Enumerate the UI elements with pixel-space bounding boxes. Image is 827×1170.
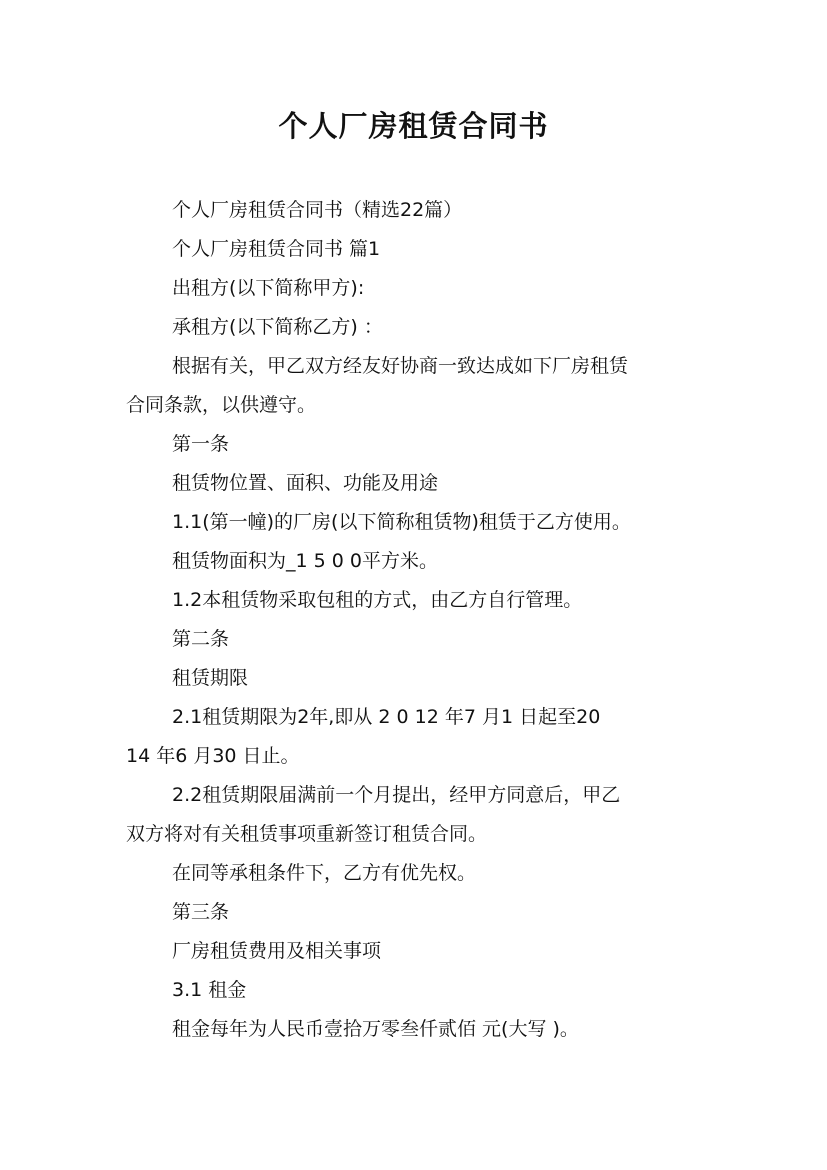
article-1-heading: 第一条 bbox=[172, 433, 230, 455]
article-3-title: 厂房租赁费用及相关事项 bbox=[172, 940, 382, 962]
clause-rent-amount: 租金每年为人民币壹拾万零叁仟贰佰 元(大写 )。 bbox=[172, 1018, 579, 1040]
article-2-heading: 第二条 bbox=[172, 628, 230, 650]
clause-1-1: 1.1(第一幢)的厂房(以下简称租赁物)租赁于乙方使用。 bbox=[172, 511, 631, 533]
article-2-title: 租赁期限 bbox=[172, 667, 249, 689]
paragraph-lessor: 出租方(以下简称甲方): bbox=[172, 277, 365, 299]
clause-3-1: 3.1 租金 bbox=[172, 979, 247, 1001]
article-3-heading: 第三条 bbox=[172, 901, 230, 923]
article-1-title: 租赁物位置、面积、功能及用途 bbox=[172, 472, 439, 494]
paragraph-preamble-line-2: 合同条款，以供遵守。 bbox=[126, 394, 317, 416]
clause-area: 租赁物面积为_1 5 0 0平方米。 bbox=[172, 550, 438, 572]
clause-2-2-line-1: 2.2租赁期限届满前一个月提出，经甲方同意后，甲乙 bbox=[172, 784, 621, 806]
paragraph-subtitle: 个人厂房租赁合同书（精选22篇） bbox=[172, 199, 463, 221]
clause-2-2-line-2: 双方将对有关租赁事项重新签订租赁合同。 bbox=[126, 823, 488, 845]
document-title: 个人厂房租赁合同书 bbox=[278, 109, 549, 143]
clause-2-1-line-1: 2.1租赁期限为2年,即从 2 0 12 年7 月1 日起至20 bbox=[172, 706, 601, 728]
clause-priority: 在同等承租条件下，乙方有优先权。 bbox=[172, 862, 477, 884]
clause-2-1-line-2: 14 年6 月30 日止。 bbox=[126, 745, 300, 767]
paragraph-preamble-line-1: 根据有关，甲乙双方经友好协商一致达成如下厂房租赁 bbox=[172, 355, 629, 377]
paragraph-lessee: 承租方(以下简称乙方) ： bbox=[172, 316, 383, 338]
clause-1-2: 1.2本租赁物采取包租的方式，由乙方自行管理。 bbox=[172, 589, 583, 611]
paragraph-chapter-heading: 个人厂房租赁合同书 篇1 bbox=[172, 238, 381, 260]
